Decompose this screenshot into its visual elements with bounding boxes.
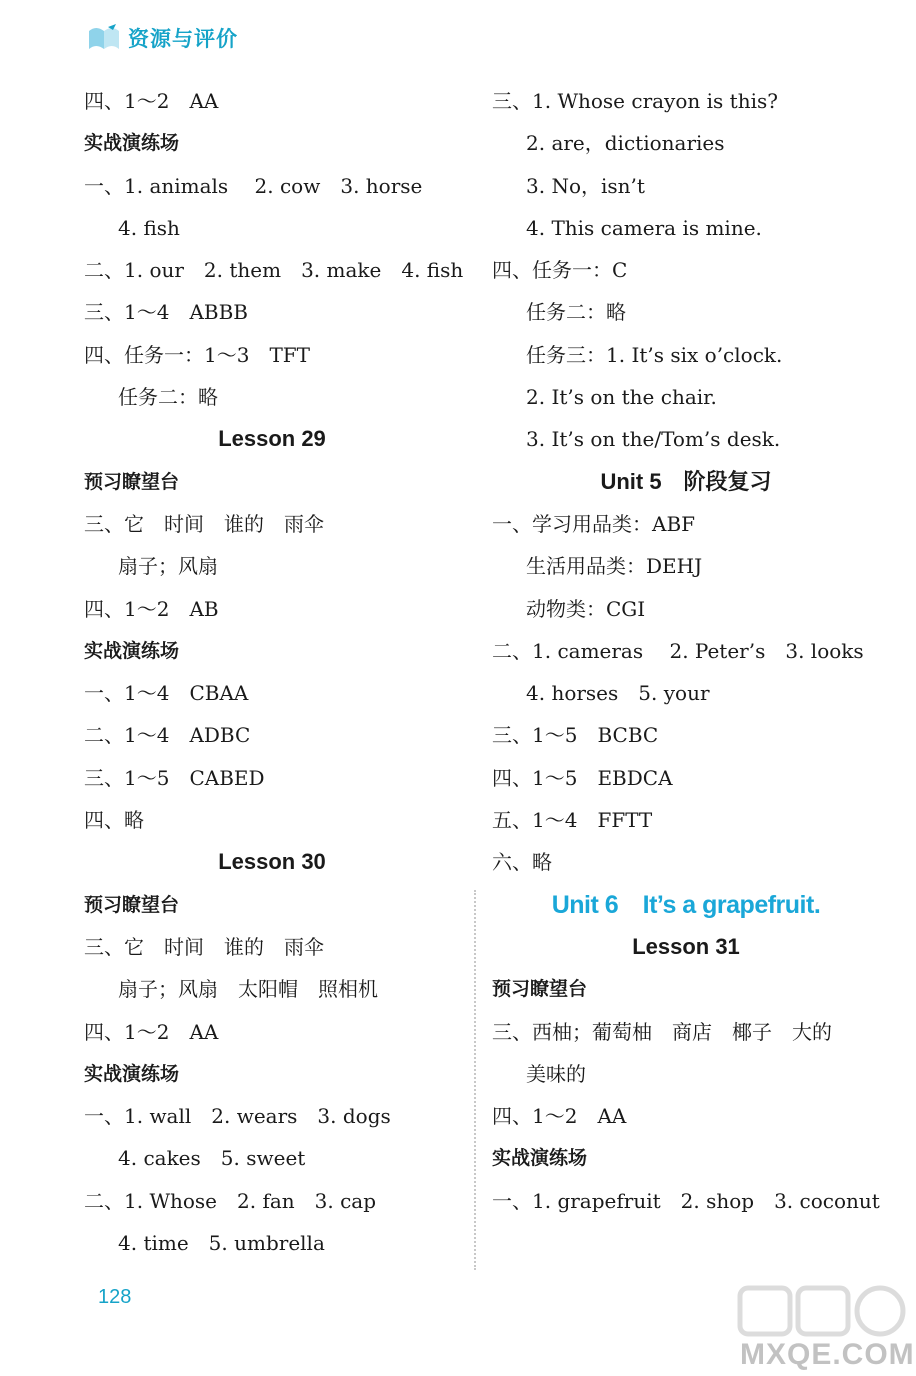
answer-line: 三、西柚；葡萄柚 商店 椰子 大的 <box>492 1019 832 1044</box>
answer-line: 4. cakes 5. sweet <box>118 1146 306 1171</box>
answer-line: 四、任务一：1～3 TFT <box>84 342 311 367</box>
answer-line: 一、1. animals 2. cow 3. horse <box>84 173 423 198</box>
left-column <box>84 80 464 1264</box>
answer-line: 扇子；风扇 <box>118 554 218 579</box>
header-title: 资源与评价 <box>128 27 238 51</box>
column-divider <box>474 890 476 1270</box>
section-heading: 预习瞭望台 <box>492 978 588 1001</box>
answer-line: 四、1～2 AA <box>492 1104 627 1129</box>
section-heading: 实战演练场 <box>492 1147 588 1170</box>
answer-line: 三、1. Whose crayon is this? <box>492 89 778 113</box>
answer-line: 一、1. wall 2. wears 3. dogs <box>84 1104 391 1129</box>
section-heading: 实战演练场 <box>84 639 180 662</box>
answer-line: 任务二：略 <box>118 385 218 410</box>
answer-line: 任务二：略 <box>526 300 626 325</box>
answer-line: 2. It’s on the chair. <box>526 385 717 410</box>
answer-line: 六、略 <box>492 850 552 875</box>
answer-line: 二、1. our 2. them 3. make 4. fish <box>84 258 464 283</box>
answer-line: 四、任务一：C <box>492 258 628 283</box>
right-column <box>492 80 880 1222</box>
answer-line: 扇子；风扇 太阳帽 照相机 <box>118 977 378 1002</box>
answer-line: 二、1. cameras 2. Peter’s 3. looks <box>492 638 864 663</box>
answer-line: 3. No，isn’t <box>526 173 645 198</box>
page-header <box>86 20 238 56</box>
answer-line: 动物类：CGI <box>526 596 646 621</box>
answer-line: 四、略 <box>84 808 144 833</box>
section-heading: 实战演练场 <box>84 132 180 155</box>
answer-line: 一、1～4 CBAA <box>84 681 249 706</box>
answer-line: 4. fish <box>118 215 180 240</box>
answer-line: 2. are，dictionaries <box>526 131 725 156</box>
lesson-heading: Lesson 30 <box>218 849 326 875</box>
answer-line: 三、它 时间 谁的 雨伞 <box>84 511 324 536</box>
answer-line: 四、1～2 AB <box>84 596 219 621</box>
section-heading: 实战演练场 <box>84 1062 180 1085</box>
answer-line: 三、它 时间 谁的 雨伞 <box>84 934 324 959</box>
answer-line: 四、1～2 AA <box>84 1019 219 1044</box>
section-heading: 预习瞭望台 <box>84 893 180 916</box>
answer-line: 一、1. grapefruit 2. shop 3. coconut <box>492 1188 880 1213</box>
answer-line: 任务三：1. It’s six o’clock. <box>526 342 783 367</box>
section-heading: 预习瞭望台 <box>84 470 180 493</box>
answer-line: 二、1～4 ADBC <box>84 723 251 748</box>
answer-line: 二、1. Whose 2. fan 3. cap <box>84 1188 377 1213</box>
answer-line: 一、学习用品类：ABF <box>492 511 696 536</box>
book-logo-icon <box>86 23 122 53</box>
answer-line: 四、1～5 EBDCA <box>492 765 673 790</box>
unit-heading: Unit 5 阶段复习 <box>600 468 772 494</box>
lesson-heading: Lesson 29 <box>218 426 326 452</box>
unit-title: Unit 6 It’s a grapefruit. <box>551 890 821 919</box>
answer-line: 三、1～5 CABED <box>84 765 265 790</box>
answer-line: 三、1～5 BCBC <box>492 723 659 748</box>
answer-line: 4. time 5. umbrella <box>118 1231 325 1256</box>
watermark-text: MXQE.COM <box>740 1338 915 1371</box>
page-number: 128 <box>98 1286 132 1308</box>
answer-line: 四、1～2 AA <box>84 89 219 113</box>
answer-line: 4. This camera is mine. <box>526 215 762 240</box>
answer-line: 生活用品类：DEHJ <box>526 554 703 579</box>
answer-line: 五、1～4 FFTT <box>492 808 653 833</box>
answer-line: 美味的 <box>526 1061 586 1086</box>
answer-line: 4. horses 5. your <box>526 681 710 706</box>
answer-line: 3. It’s on the/Tom’s desk. <box>526 427 781 452</box>
answer-line: 三、1～4 ABBB <box>84 300 248 325</box>
lesson-heading: Lesson 31 <box>632 933 740 959</box>
